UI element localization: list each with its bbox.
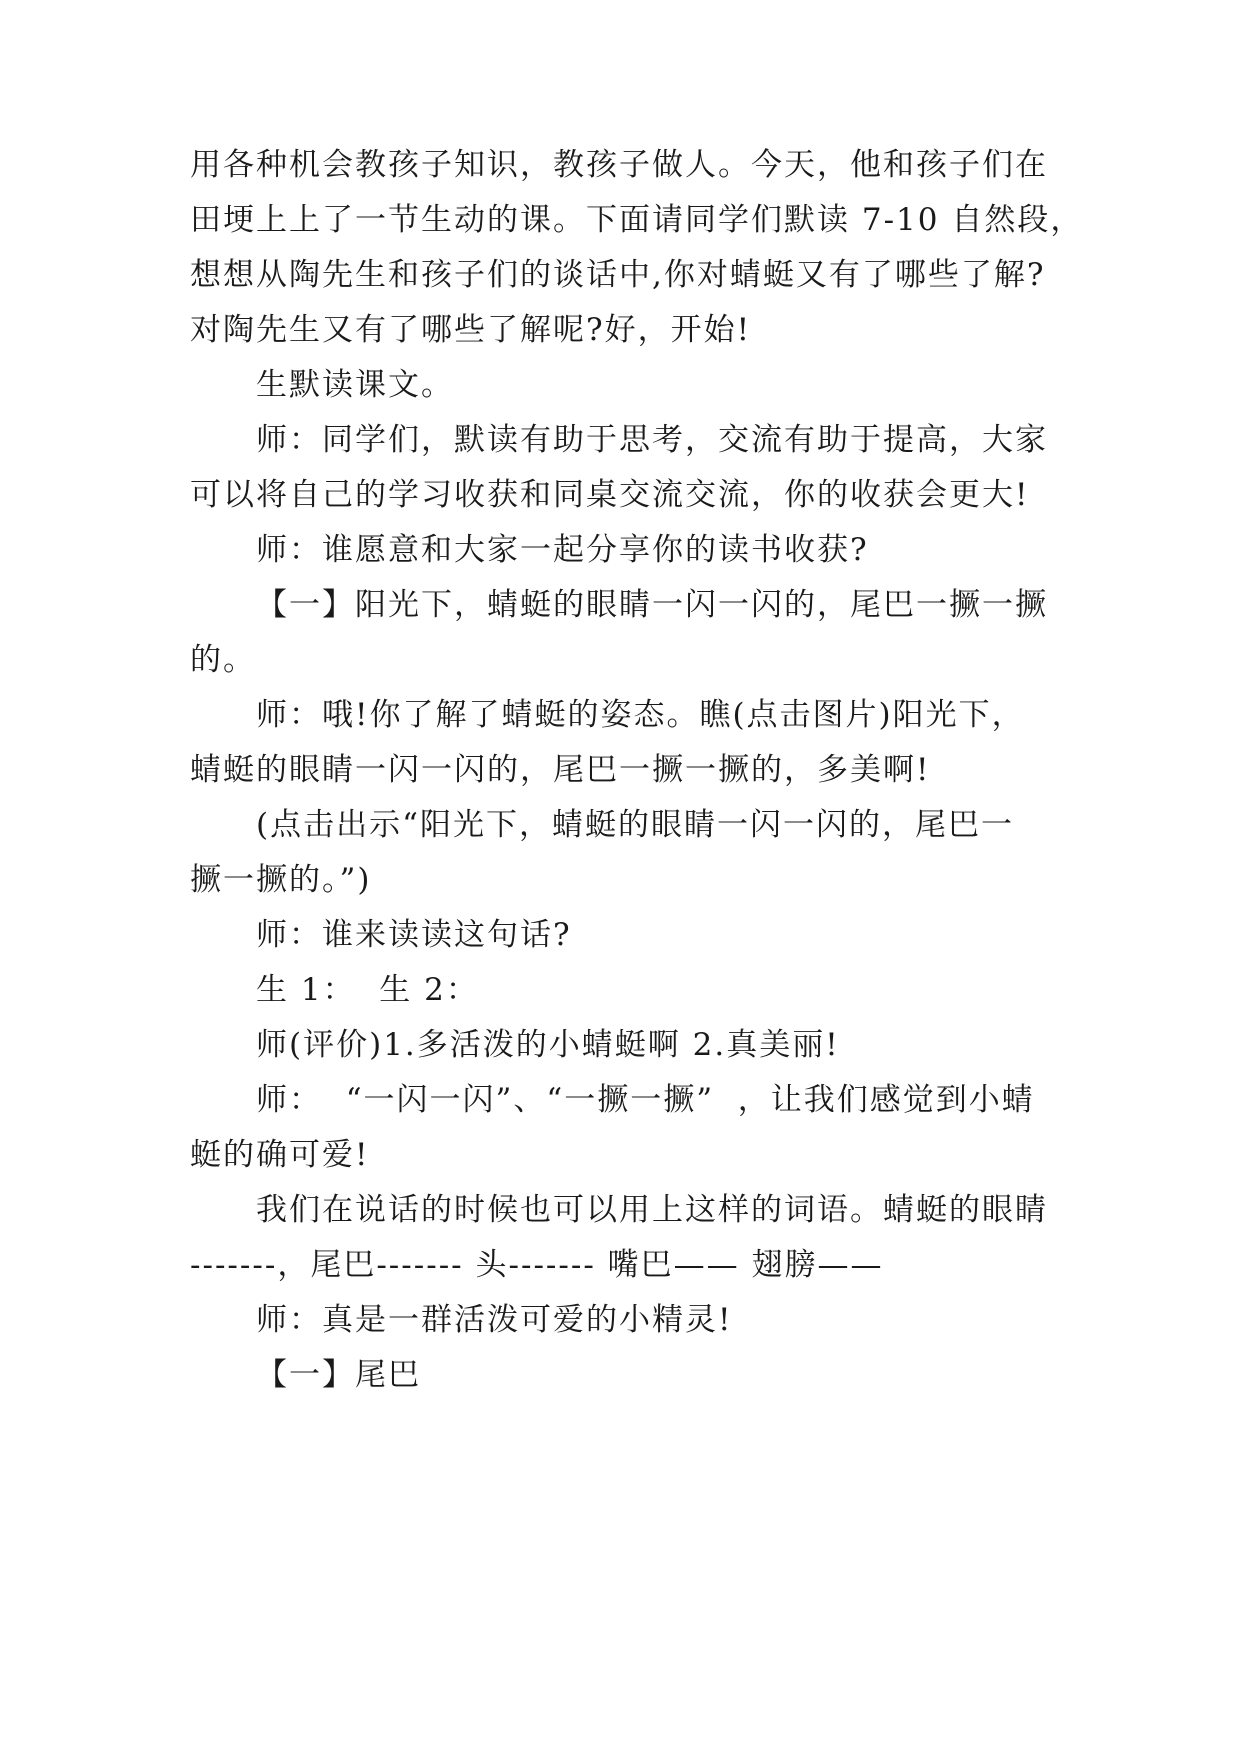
- text-line: 师：谁愿意和大家一起分享你的读书收获?: [256, 532, 869, 568]
- text-line: 生默读课文。: [256, 367, 454, 403]
- text-line: 可以将自己的学习收获和同桌交流交流，你的收获会更大!: [190, 477, 1030, 513]
- text-line: 蜻蜓的眼睛一闪一闪的，尾巴一撅一撅的，多美啊!: [190, 752, 931, 788]
- text-line: -------，尾巴------- 头------- 嘴巴—— 翅膀——: [190, 1247, 884, 1283]
- text-line: 师：真是一群活泼可爱的小精灵!: [256, 1302, 733, 1338]
- text-line: 师：哦!你了解了蜻蜓的姿态。瞧(点击图片)阳光下，: [256, 697, 1025, 733]
- text-line: 生 1： 生 2：: [256, 972, 479, 1008]
- text-line: 撅一撅的。”): [190, 862, 372, 898]
- text-line: 师(评价)1.多活泼的小蜻蜓啊 2.真美丽!: [256, 1027, 840, 1063]
- text-line: 的。: [190, 642, 256, 678]
- text-line: 我们在说话的时候也可以用上这样的词语。蜻蜓的眼睛: [256, 1192, 1048, 1228]
- text-line: 师：同学们，默读有助于思考，交流有助于提高，大家: [256, 422, 1048, 458]
- text-line: 用各种机会教孩子知识，教孩子做人。今天，他和孩子们在: [190, 147, 1048, 183]
- text-line: 蜓的确可爱!: [190, 1137, 370, 1173]
- text-line: 田埂上上了一节生动的课。下面请同学们默读 7-10 自然段，: [190, 202, 1084, 238]
- text-line: 【一】阳光下，蜻蜓的眼睛一闪一闪的，尾巴一撅一撅: [256, 587, 1048, 623]
- text-line: (点击出示“阳光下，蜻蜓的眼睛一闪一闪的，尾巴一: [256, 807, 1014, 843]
- text-line: 师：谁来读读这句话?: [256, 917, 572, 953]
- text-line: 想想从陶先生和孩子们的谈话中,你对蜻蜓又有了哪些了解?: [190, 257, 1046, 293]
- text-line: 【一】尾巴: [256, 1357, 421, 1393]
- text-line: 对陶先生又有了哪些了解呢?好，开始!: [190, 312, 752, 348]
- text-line: 师： “一闪一闪”、“一撅一撅” ，让我们感觉到小蜻: [256, 1082, 1035, 1118]
